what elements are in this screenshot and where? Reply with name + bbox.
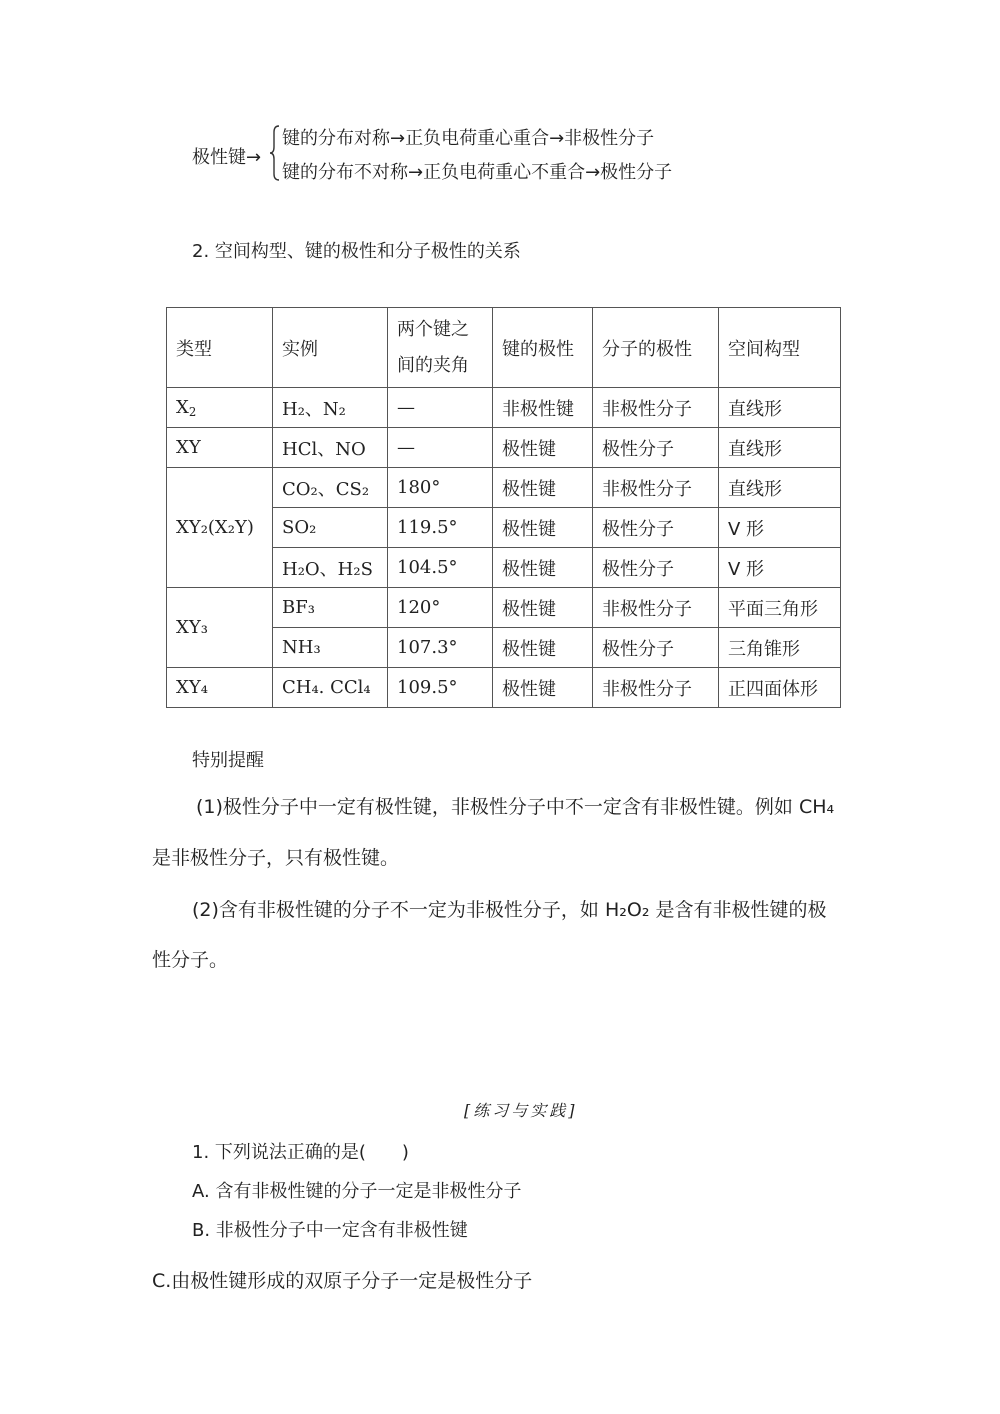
cell-example: HCl、NO bbox=[273, 428, 388, 468]
cell-angle: 120° bbox=[388, 588, 493, 628]
header-type: 类型 bbox=[167, 308, 273, 388]
cell-bond: 极性键 bbox=[493, 588, 593, 628]
cell-example: H₂O、H₂S bbox=[273, 548, 388, 588]
cell-type: XY₂(X₂Y) bbox=[167, 468, 273, 588]
header-shape: 空间构型 bbox=[719, 308, 841, 388]
flow-root-label: 极性键→ bbox=[192, 147, 262, 168]
header-angle-line1: 两个键之 bbox=[397, 318, 469, 340]
header-angle bbox=[388, 308, 493, 388]
table-row bbox=[167, 468, 841, 508]
reminder-point-1-line2: 是非极性分子，只有极性键。 bbox=[152, 847, 400, 869]
cell-angle: 180° bbox=[388, 468, 493, 508]
cell-angle: — bbox=[388, 428, 493, 468]
cell-example: NH₃ bbox=[273, 628, 388, 668]
cell-example: SO₂ bbox=[273, 508, 388, 548]
cell-bond: 极性键 bbox=[493, 428, 593, 468]
cell-angle: 119.5° bbox=[388, 508, 493, 548]
cell-shape: 平面三角形 bbox=[719, 588, 841, 628]
cell-shape: V 形 bbox=[719, 548, 841, 588]
table-row bbox=[167, 388, 841, 428]
flow-branch-symmetric: 键的分布对称→正负电荷重心重合→非极性分子 bbox=[282, 128, 655, 149]
header-angle-line2: 间的夹角 bbox=[397, 354, 469, 376]
type-text: X bbox=[176, 397, 189, 418]
cell-bond: 极性键 bbox=[493, 668, 593, 708]
cell-type: XY₃ bbox=[167, 588, 273, 668]
cell-type: XY₄ bbox=[167, 668, 273, 708]
cell-bond: 极性键 bbox=[493, 548, 593, 588]
cell-shape: 直线形 bbox=[719, 468, 841, 508]
cell-shape: 直线形 bbox=[719, 388, 841, 428]
cell-molecule: 极性分子 bbox=[593, 428, 719, 468]
reminder-title: 特别提醒 bbox=[192, 750, 264, 771]
cell-bond: 极性键 bbox=[493, 628, 593, 668]
cell-shape: 直线形 bbox=[719, 428, 841, 468]
polarity-table bbox=[166, 307, 841, 708]
cell-type: XY bbox=[167, 428, 273, 468]
practice-section-title: [练习与实践] bbox=[464, 1101, 578, 1120]
reminder-point-2-line2: 性分子。 bbox=[152, 949, 229, 971]
table-row bbox=[167, 428, 841, 468]
cell-bond: 极性键 bbox=[493, 468, 593, 508]
cell-type bbox=[167, 388, 273, 428]
question-1-option-a: A. 含有非极性键的分子一定是非极性分子 bbox=[192, 1181, 522, 1202]
cell-molecule: 非极性分子 bbox=[593, 668, 719, 708]
cell-example: BF₃ bbox=[273, 588, 388, 628]
cell-shape: 三角锥形 bbox=[719, 628, 841, 668]
reminder-point-1-line1: (1)极性分子中一定有极性键，非极性分子中不一定含有非极性键。例如 CH₄ bbox=[196, 796, 835, 818]
cell-molecule: 非极性分子 bbox=[593, 588, 719, 628]
cell-example: CO₂、CS₂ bbox=[273, 468, 388, 508]
cell-example: H₂、N₂ bbox=[273, 388, 388, 428]
header-example: 实例 bbox=[273, 308, 388, 388]
left-brace-icon bbox=[270, 125, 280, 181]
table-header-row bbox=[167, 308, 841, 388]
type-subscript: 2 bbox=[188, 404, 197, 419]
table-row bbox=[167, 668, 841, 708]
cell-angle: 107.3° bbox=[388, 628, 493, 668]
header-bond-polarity: 键的极性 bbox=[493, 308, 593, 388]
table-row bbox=[167, 588, 841, 628]
flow-branch-asymmetric: 键的分布不对称→正负电荷重心不重合→极性分子 bbox=[282, 162, 673, 183]
section-heading: 2. 空间构型、键的极性和分子极性的关系 bbox=[192, 241, 521, 262]
cell-angle: 104.5° bbox=[388, 548, 493, 588]
cell-angle: 109.5° bbox=[388, 668, 493, 708]
cell-molecule: 非极性分子 bbox=[593, 388, 719, 428]
cell-molecule: 极性分子 bbox=[593, 508, 719, 548]
question-1-option-c: C.由极性键形成的双原子分子一定是极性分子 bbox=[152, 1270, 533, 1292]
cell-example: CH₄. CCl₄ bbox=[273, 668, 388, 708]
cell-bond: 非极性键 bbox=[493, 388, 593, 428]
cell-molecule: 极性分子 bbox=[593, 548, 719, 588]
cell-shape: V 形 bbox=[719, 508, 841, 548]
cell-bond: 极性键 bbox=[493, 508, 593, 548]
cell-angle: — bbox=[388, 388, 493, 428]
cell-molecule: 非极性分子 bbox=[593, 468, 719, 508]
cell-molecule: 极性分子 bbox=[593, 628, 719, 668]
question-1-stem: 1. 下列说法正确的是( ) bbox=[192, 1142, 409, 1163]
header-molecule-polarity: 分子的极性 bbox=[593, 308, 719, 388]
question-1-option-b: B. 非极性分子中一定含有非极性键 bbox=[192, 1220, 468, 1241]
reminder-point-2-line1: (2)含有非极性键的分子不一定为非极性分子，如 H₂O₂ 是含有非极性键的极 bbox=[192, 899, 827, 921]
cell-shape: 正四面体形 bbox=[719, 668, 841, 708]
